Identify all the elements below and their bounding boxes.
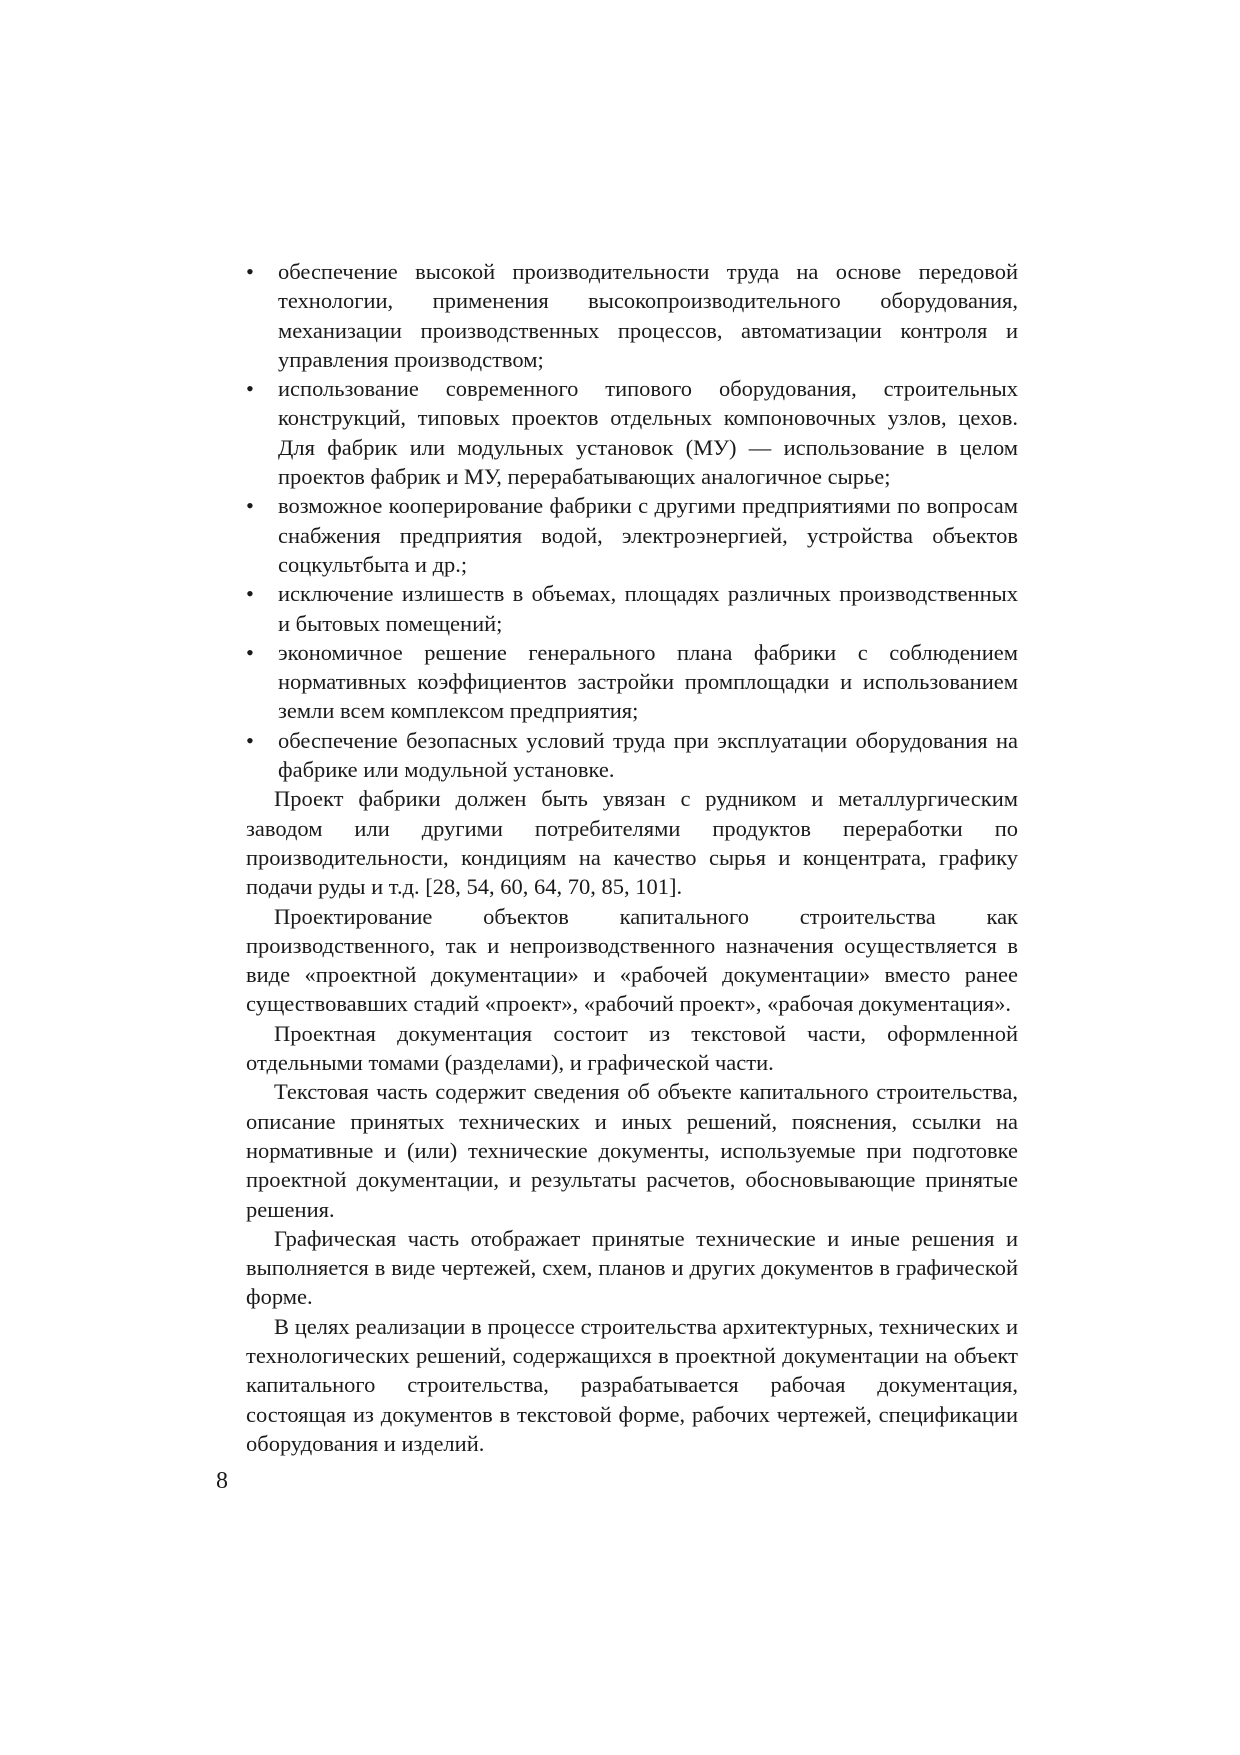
- bullet-icon: •: [246, 493, 254, 519]
- bullet-icon: •: [246, 581, 254, 607]
- bullet-icon: •: [246, 639, 254, 665]
- list-item-text: обеспечение высокой производительности труда на основе передовой технологии, применения высокопроизводительного оборудования, механизации производственных процессов, автоматизации контроля и управления производством;: [278, 259, 1018, 372]
- list-item-text: исключение излишеств в объемах, площадях различных производственных и бытовых помещений;: [278, 581, 1018, 636]
- paragraph: Графическая часть отображает принятые технические и иные решения и выполняется в виде чертежей, схем, планов и других документов в графической форме.: [246, 1225, 1018, 1310]
- paragraph: Проект фабрики должен быть увязан с рудником и металлургическим заводом или другими потребителями продуктов переработки по производительности, кондициям на качество сырья и концентрата, графику подачи руды и т.д. [28, 54, 60, 64, 70, 85, 101].: [246, 786, 1018, 900]
- page-body: [246, 257, 1018, 1458]
- list-item: [246, 579, 1018, 638]
- bullet-icon: •: [246, 727, 254, 753]
- paragraph: Текстовая часть содержит сведения об объекте капитального строительства, описание принятых технических и иных решений, пояснения, ссылки на нормативные и (или) технические документы, используемые при подготовке проектной документации, и результаты расчетов, обосновывающие принятые решения.: [246, 1079, 1018, 1222]
- list-item: [246, 374, 1018, 491]
- bullet-icon: •: [246, 376, 254, 402]
- list-item-text: возможное кооперирование фабрики с другими предприятиями по вопросам снабжения предприятия водой, электроэнергией, устройства объектов соцкультбыта и др.;: [278, 493, 1018, 577]
- paragraph: Проектная документация состоит из текстовой части, оформленной отдельными томами (разделами), и графической части.: [246, 1020, 1018, 1076]
- list-item-text: экономичное решение генерального плана фабрики с соблюдением нормативных коэффициентов застройки промплощадки и использованием земли всем комплексом предприятия;: [278, 639, 1018, 724]
- paragraph: В целях реализации в процессе строительства архитектурных, технических и технологических решений, содержащихся в проектной документации на объект капитального строительства, разрабатывается рабочая документация, состоящая из документов в текстовой форме, рабочих чертежей, спецификации оборудования и изделий.: [246, 1313, 1018, 1456]
- list-item: [246, 726, 1018, 785]
- list-item: [246, 638, 1018, 726]
- paragraph: Проектирование объектов капитального строительства как производственного, так и непроизводственного назначения осуществляется в виде «проектной документации» и «рабочей документации» вместо ранее существовавших стадий «проект», «рабочий проект», «рабочая документация».: [246, 903, 1018, 1017]
- list-item: [246, 257, 1018, 374]
- page-number: 8: [216, 1468, 228, 1494]
- list-item-text: обеспечение безопасных условий труда при эксплуатации оборудования на фабрике или модульной установке.: [278, 727, 1018, 783]
- list-item-text: использование современного типового оборудования, строительных конструкций, типовых проектов отдельных компоновочных узлов, цехов. Для фабрик или модульных установок (МУ) — использование в целом проектов фабрик и МУ, перерабатывающих аналогичное сырье;: [278, 376, 1018, 490]
- list-item: [246, 491, 1018, 579]
- bullet-icon: •: [246, 259, 254, 284]
- requirements-list: [246, 257, 1018, 784]
